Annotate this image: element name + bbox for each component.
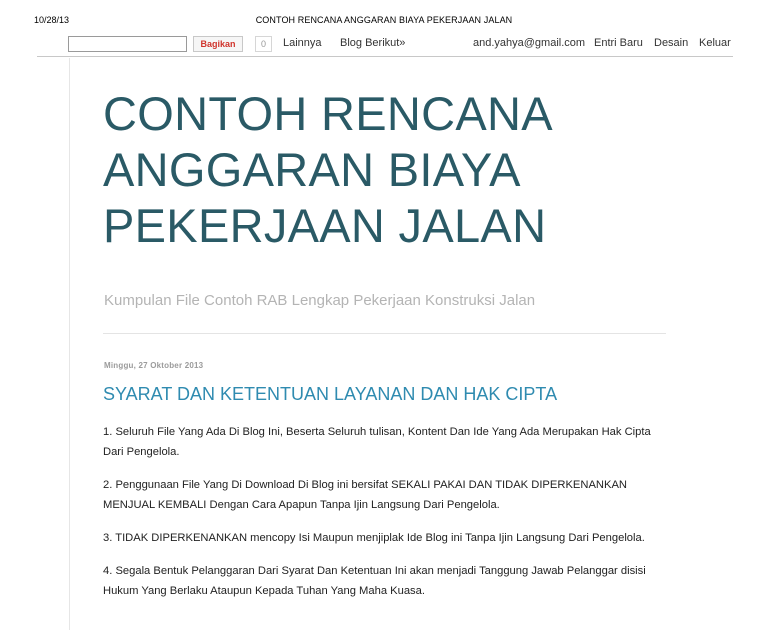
- blog-title[interactable]: CONTOH RENCANA ANGGARAN BIAYA PEKERJAAN JALAN: [103, 87, 551, 252]
- print-date: 10/28/13: [34, 15, 70, 25]
- print-header: [0, 0, 768, 32]
- new-post-link[interactable]: Entri Baru: [594, 37, 643, 49]
- header-divider: [103, 333, 666, 334]
- post-body: [103, 422, 673, 614]
- share-count-badge: 0: [255, 36, 272, 52]
- post-paragraph: 1. Seluruh File Yang Ada Di Blog Ini, Beserta Seluruh tulisan, Kontent Dan Ide Yang Ada Merupakan Hak Cipta Dari Pengelola.: [103, 426, 651, 458]
- post-title[interactable]: SYARAT DAN KETENTUAN LAYANAN DAN HAK CIPTA: [103, 384, 558, 404]
- post-paragraph: 2. Penggunaan File Yang Di Download Di Blog ini bersifat SEKALI PAKAI DAN TIDAK DIPERKENANKAN MENJUAL KEMBALI Dengan Cara Apapun Tanpa Ijin Langsung Dari Pengelola.: [103, 479, 627, 511]
- content-divider: [69, 58, 70, 630]
- search-input[interactable]: [68, 36, 187, 52]
- user-email: and.yahya@gmail.com: [473, 37, 586, 49]
- blog-description: Kumpulan File Contoh RAB Lengkap Pekerjaan Konstruksi Jalan: [104, 292, 536, 309]
- blogger-navbar: [37, 33, 733, 57]
- post-date: Minggu, 27 Oktober 2013: [104, 361, 204, 370]
- more-menu-link[interactable]: Lainnya: [283, 37, 322, 49]
- design-link[interactable]: Desain: [654, 37, 689, 49]
- post-paragraph: 3. TIDAK DIPERKENANKAN mencopy Isi Maupun menjiplak Ide Blog ini Tanpa Ijin Langsung Dari Pengelola.: [103, 532, 645, 544]
- next-blog-link[interactable]: Blog Berikut»: [340, 37, 406, 49]
- sign-out-link[interactable]: Keluar: [699, 37, 731, 49]
- share-button[interactable]: Bagikan: [193, 36, 243, 52]
- post-paragraph: 4. Segala Bentuk Pelanggaran Dari Syarat Dan Ketentuan Ini akan menjadi Tanggung Jawab Pelanggar disisi Hukum Yang Berlaku Ataupun Kepada Tuhan Yang Maha Kuasa.: [103, 565, 646, 597]
- print-page-title: CONTOH RENCANA ANGGARAN BIAYA PEKERJAAN JALAN: [255, 15, 513, 25]
